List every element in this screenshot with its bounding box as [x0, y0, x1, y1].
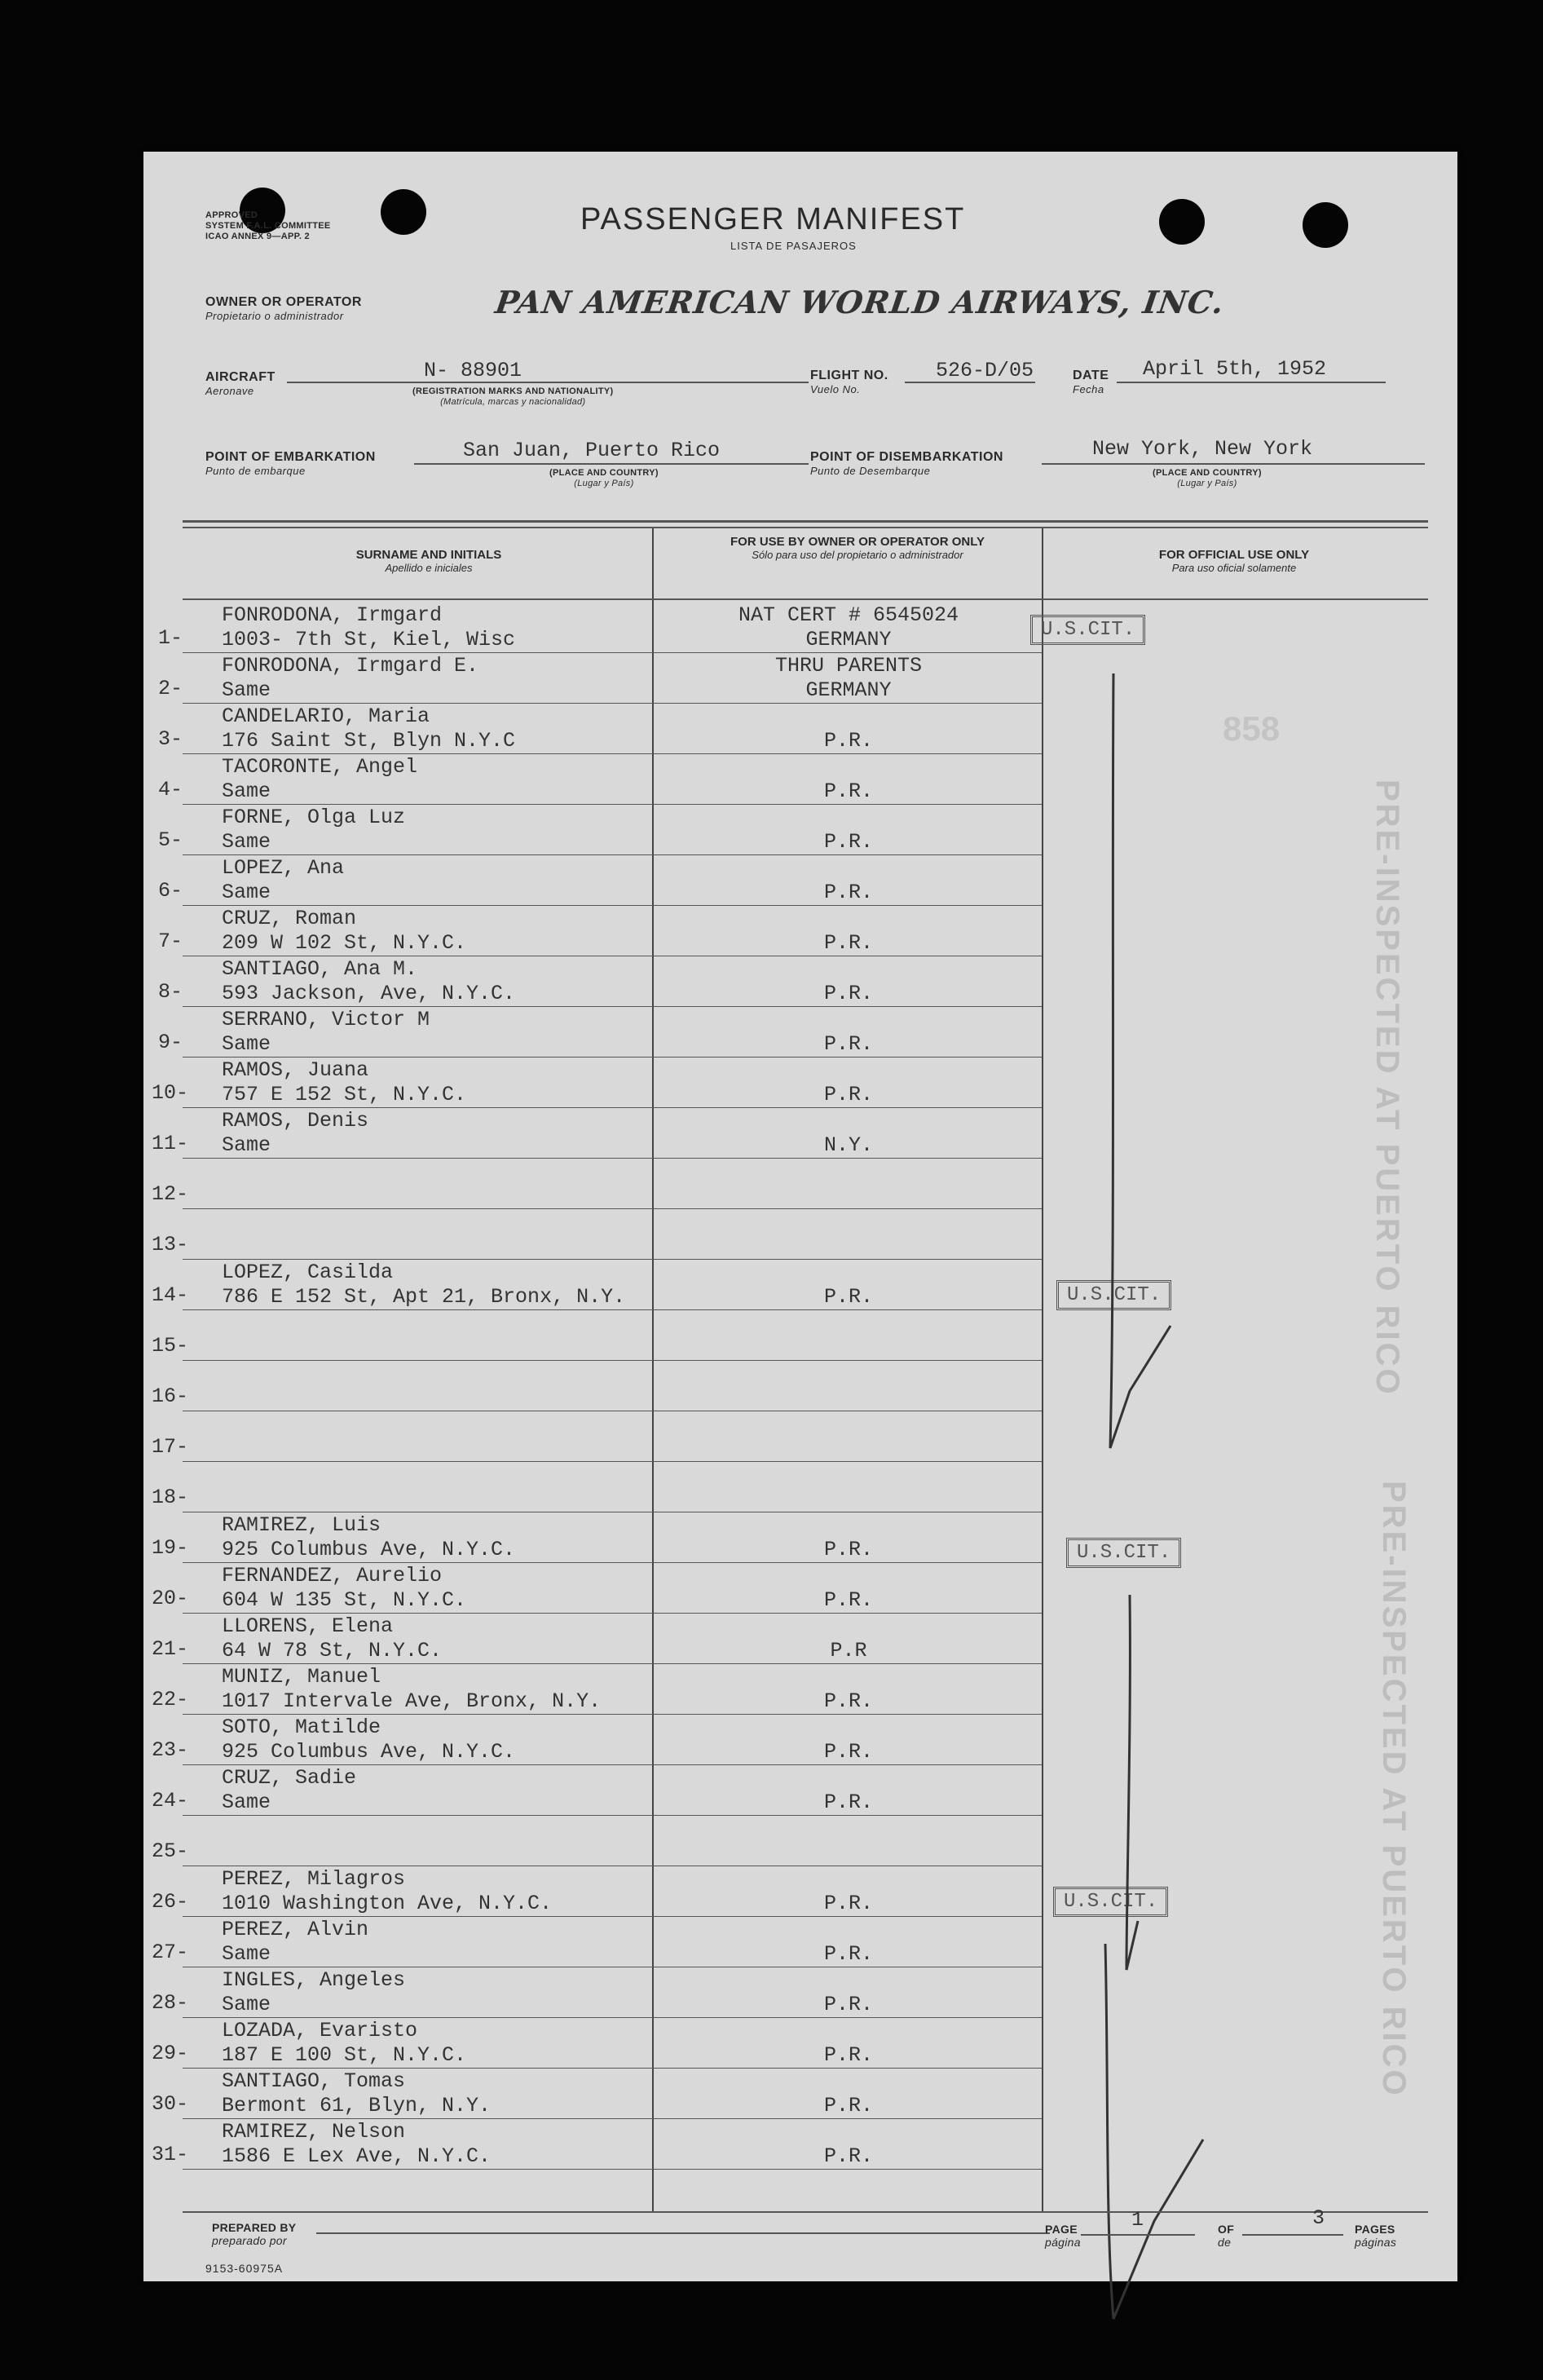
column-header-operator-text: FOR USE BY OWNER OR OPERATOR ONLY: [730, 535, 985, 549]
citizenship: GERMANY: [805, 678, 892, 702]
passenger-address: Same: [222, 881, 271, 904]
citizenship: P.R.: [823, 1892, 873, 1915]
passenger-name: RAMIREZ, Luis: [222, 1513, 381, 1537]
passenger-address: 786 E 152 St, Apt 21, Bronx, N.Y.: [222, 1285, 626, 1309]
citizenship: P.R.: [823, 779, 873, 803]
column-divider: [652, 528, 654, 2211]
prepared-by-underline: [316, 2232, 1050, 2234]
row-number: 21-: [152, 1637, 189, 1661]
punch-hole: [1303, 202, 1348, 248]
column-header-surname-text: SURNAME AND INITIALS: [355, 548, 502, 562]
passenger-address: 593 Jackson, Ave, N.Y.C.: [222, 982, 516, 1005]
citizenship: P.R.: [823, 1993, 873, 2016]
citizenship: P.R.: [823, 1538, 873, 1561]
row-number: 25-: [152, 1839, 189, 1863]
embark-value: San Juan, Puerto Rico: [463, 439, 721, 462]
aircraft-label: [205, 370, 276, 397]
date-label-es: Fecha: [1073, 383, 1104, 395]
us-citizen-stamp: U.S.CIT.: [1056, 1280, 1171, 1310]
disembark-note-text: (PLACE AND COUNTRY): [1153, 468, 1262, 478]
pages-label: [1355, 2223, 1396, 2249]
passenger-address: 1586 E Lex Ave, N.Y.C.: [222, 2144, 492, 2168]
row-number: 30-: [152, 2092, 189, 2116]
citizenship: GERMANY: [805, 628, 892, 651]
manifest-sheet: [143, 152, 1457, 2281]
passenger-address: Same: [222, 1133, 271, 1157]
date-label: [1073, 369, 1109, 395]
aircraft-label-text: AIRCRAFT: [205, 370, 276, 384]
operator-note: THRU PARENTS: [774, 654, 923, 678]
total-pages: 3: [1312, 2206, 1325, 2230]
row-rule: [183, 652, 1042, 653]
page-label-text: PAGE: [1045, 2223, 1078, 2236]
row-rule: [183, 804, 1042, 805]
embark-note-es: (Lugar y País): [574, 479, 634, 488]
passenger-name: CRUZ, Roman: [222, 907, 357, 930]
pre-inspected-stamp: PRE-INSPECTED AT PUERTO RICO: [1369, 779, 1405, 1397]
passenger-name: FONRODONA, Irmgard: [222, 603, 443, 627]
disembark-label-es: Punto de Desembarque: [810, 465, 931, 477]
passenger-address: Same: [222, 1993, 271, 2016]
row-rule: [183, 905, 1042, 906]
date-value: April 5th, 1952: [1143, 357, 1327, 381]
row-rule: [183, 1613, 1042, 1614]
passenger-address: 604 W 135 St, N.Y.C.: [222, 1588, 467, 1612]
row-rule: [183, 1309, 1042, 1310]
passenger-address: Same: [222, 830, 271, 854]
passenger-address: 209 W 102 St, N.Y.C.: [222, 931, 467, 955]
pre-inspected-stamp: PRE-INSPECTED AT PUERTO RICO: [1376, 1481, 1412, 2098]
passenger-name: CANDELARIO, Maria: [222, 704, 430, 728]
column-divider: [1042, 528, 1043, 2211]
row-rule: [183, 1360, 1042, 1361]
aircraft-value: N- 88901: [424, 359, 522, 382]
passenger-address: 925 Columbus Ave, N.Y.C.: [222, 1740, 516, 1764]
footer-rule: [183, 2211, 1428, 2213]
disembark-underline: [1042, 463, 1425, 465]
passenger-name: RAMOS, Denis: [222, 1109, 369, 1133]
row-rule: [183, 1107, 1042, 1108]
passenger-address: 1017 Intervale Ave, Bronx, N.Y.: [222, 1689, 602, 1713]
passenger-address: Same: [222, 678, 271, 702]
prepared-by-label: [212, 2221, 296, 2247]
punch-hole: [1159, 199, 1205, 245]
of-label-es: de: [1218, 2236, 1232, 2249]
row-rule: [183, 2169, 1042, 2170]
flight-label-es: Vuelo No.: [810, 383, 861, 395]
citizenship: P.R.: [823, 1740, 873, 1764]
embark-label-es: Punto de embarque: [205, 465, 306, 477]
passenger-name: FORNE, Olga Luz: [222, 806, 406, 829]
us-citizen-stamp: U.S.CIT.: [1030, 615, 1145, 645]
disembark-value: New York, New York: [1092, 437, 1313, 461]
owner-label-text: OWNER OR OPERATOR: [205, 295, 362, 309]
citizenship: P.R.: [823, 830, 873, 854]
citizenship: P.R.: [823, 1942, 873, 1966]
passenger-name: LOPEZ, Casilda: [222, 1261, 394, 1284]
citizenship: P.R: [830, 1639, 867, 1662]
faint-number: 858: [1223, 709, 1281, 748]
passenger-name: FONRODONA, Irmgard E.: [222, 654, 479, 678]
check-mark-icon: [1097, 1595, 1211, 1994]
us-citizen-stamp: U.S.CIT.: [1066, 1538, 1181, 1568]
aircraft-underline: [287, 382, 809, 383]
citizenship: N.Y.: [823, 1133, 873, 1157]
embark-label-text: POINT OF EMBARKATION: [205, 450, 376, 464]
row-rule: [183, 1461, 1042, 1462]
row-number: 4-: [158, 778, 183, 801]
passenger-name: LOPEZ, Ana: [222, 856, 345, 880]
approval-line: SYSTEM F.A.L. COMMITTEE: [205, 221, 331, 231]
passenger-name: SOTO, Matilde: [222, 1715, 381, 1739]
disembark-label: [810, 450, 1003, 477]
page-number: 1: [1131, 2208, 1144, 2232]
row-number: 28-: [152, 1991, 189, 2015]
of-underline: [1242, 2234, 1343, 2236]
row-rule: [183, 1815, 1042, 1816]
embark-underline: [414, 463, 809, 465]
page-label-es: página: [1045, 2236, 1081, 2249]
passenger-name: SANTIAGO, Ana M.: [222, 957, 418, 981]
row-number: 8-: [158, 980, 183, 1004]
column-header-official: [1040, 548, 1428, 574]
row-rule: [183, 854, 1042, 855]
row-rule: [183, 1764, 1042, 1765]
citizenship: P.R.: [823, 2144, 873, 2168]
row-number: 29-: [152, 2042, 189, 2065]
citizenship: P.R.: [823, 1791, 873, 1814]
row-rule: [183, 2017, 1042, 2018]
row-number: 6-: [158, 879, 183, 903]
citizenship: P.R.: [823, 1588, 873, 1612]
page-subtitle: LISTA DE PASAJEROS: [730, 240, 857, 252]
passenger-name: RAMOS, Juana: [222, 1058, 369, 1082]
row-rule: [183, 1057, 1042, 1058]
page-title: PASSENGER MANIFEST: [580, 202, 966, 236]
page-underline: [1081, 2234, 1195, 2236]
row-rule: [183, 1259, 1042, 1260]
approval-line: APPROVED: [205, 210, 258, 220]
row-rule: [183, 2068, 1042, 2069]
passenger-name: FERNANDEZ, Aurelio: [222, 1564, 443, 1587]
row-number: 14-: [152, 1283, 189, 1307]
row-number: 23-: [152, 1738, 189, 1762]
row-rule: [183, 1714, 1042, 1715]
citizenship: P.R.: [823, 1285, 873, 1309]
passenger-address: Same: [222, 779, 271, 803]
punch-hole: [381, 189, 426, 235]
citizenship: P.R.: [823, 2043, 873, 2067]
date-underline: [1117, 382, 1386, 383]
passenger-address: 187 E 100 St, N.Y.C.: [222, 2043, 467, 2067]
column-header-operator-es: Sólo para uso del propietario o administrador: [752, 549, 963, 561]
citizenship: P.R.: [823, 931, 873, 955]
row-number: 19-: [152, 1536, 189, 1560]
row-rule: [183, 1208, 1042, 1209]
flight-label-text: FLIGHT NO.: [810, 369, 888, 382]
flight-label: [810, 369, 888, 395]
passenger-name: MUNIZ, Manuel: [222, 1665, 381, 1689]
row-number: 24-: [152, 1789, 189, 1813]
form-code: 9153-60975A: [205, 2262, 284, 2275]
passenger-name: TACORONTE, Angel: [222, 755, 418, 779]
embark-label: [205, 450, 376, 477]
passenger-address: Same: [222, 1032, 271, 1056]
passenger-address: Same: [222, 1942, 271, 1966]
row-number: 9-: [158, 1031, 183, 1054]
row-number: 16-: [152, 1384, 189, 1408]
flight-value: 526-D/05: [936, 359, 1034, 382]
citizenship: P.R.: [823, 2094, 873, 2117]
owner-value: PAN AMERICAN WORLD AIRWAYS, INC.: [492, 284, 1228, 320]
passenger-address: 64 W 78 St, N.Y.C.: [222, 1639, 443, 1662]
row-rule: [183, 2118, 1042, 2119]
pages-label-es: páginas: [1355, 2236, 1397, 2249]
passenger-address: Same: [222, 1791, 271, 1814]
row-number: 3-: [158, 727, 183, 751]
row-rule: [183, 753, 1042, 754]
row-number: 1-: [158, 626, 183, 650]
passenger-name: PEREZ, Milagros: [222, 1867, 406, 1891]
passenger-name: PEREZ, Alvin: [222, 1918, 369, 1941]
column-header-surname-es: Apellido e iniciales: [385, 562, 473, 574]
aircraft-note: [412, 386, 613, 408]
column-header-surname: [183, 548, 675, 574]
row-number: 20-: [152, 1587, 189, 1610]
of-label: [1218, 2223, 1234, 2249]
passenger-address: 925 Columbus Ave, N.Y.C.: [222, 1538, 516, 1561]
disembark-note: [1153, 468, 1262, 489]
passenger-name: CRUZ, Sadie: [222, 1766, 357, 1790]
row-rule: [183, 1006, 1042, 1007]
column-header-official-text: FOR OFFICIAL USE ONLY: [1158, 548, 1310, 562]
row-number: 26-: [152, 1890, 189, 1914]
citizenship: P.R.: [823, 1032, 873, 1056]
citizenship: P.R.: [823, 982, 873, 1005]
row-number: 7-: [158, 929, 183, 953]
approval-line: ICAO ANNEX 9—APP. 2: [205, 232, 310, 241]
owner-label: [205, 295, 362, 322]
row-number: 12-: [152, 1182, 189, 1206]
header-rule: [183, 520, 1428, 523]
aircraft-label-es: Aeronave: [205, 385, 254, 397]
row-rule: [183, 1663, 1042, 1664]
citizenship: P.R.: [823, 1689, 873, 1713]
row-number: 31-: [152, 2143, 189, 2166]
row-number: 5-: [158, 828, 183, 852]
citizenship: P.R.: [823, 729, 873, 753]
column-header-operator: [662, 535, 1053, 561]
row-number: 27-: [152, 1941, 189, 1964]
operator-note: NAT CERT # 6545024: [738, 603, 959, 627]
disembark-label-text: POINT OF DISEMBARKATION: [810, 450, 1003, 464]
aircraft-note-text: (REGISTRATION MARKS AND NATIONALITY): [412, 386, 614, 396]
pages-label-text: PAGES: [1355, 2223, 1395, 2236]
column-header-official-es: Para uso oficial solamente: [1171, 562, 1297, 574]
aircraft-note-es: (Matrícula, marcas y nacionalidad): [440, 397, 586, 407]
row-rule: [183, 1562, 1042, 1563]
check-mark-icon: [1081, 1944, 1228, 2335]
check-mark-icon: [1089, 673, 1203, 1473]
passenger-name: SERRANO, Victor M: [222, 1008, 430, 1031]
prepared-by-es: preparado por: [212, 2234, 287, 2247]
row-rule: [183, 703, 1042, 704]
citizenship: P.R.: [823, 1083, 873, 1106]
of-label-text: OF: [1218, 2223, 1235, 2236]
approval-block: [205, 210, 331, 242]
column-header-rule: [183, 598, 1428, 600]
passenger-name: INGLES, Angeles: [222, 1968, 406, 1992]
embark-note: [549, 468, 659, 489]
row-number: 11-: [152, 1132, 189, 1155]
row-number: 15-: [152, 1334, 189, 1358]
page-label: [1045, 2223, 1081, 2249]
row-rule: [183, 1916, 1042, 1917]
row-number: 2-: [158, 677, 183, 700]
header-rule: [183, 527, 1428, 528]
row-number: 22-: [152, 1688, 189, 1711]
row-number: 17-: [152, 1435, 189, 1459]
passenger-address: 1010 Washington Ave, N.Y.C.: [222, 1892, 553, 1915]
passenger-name: RAMIREZ, Nelson: [222, 2120, 406, 2144]
passenger-name: LOZADA, Evaristo: [222, 2019, 418, 2042]
passenger-address: Bermont 61, Blyn, N.Y.: [222, 2094, 492, 2117]
passenger-name: LLORENS, Elena: [222, 1614, 394, 1638]
passenger-address: 757 E 152 St, N.Y.C.: [222, 1083, 467, 1106]
passenger-address: 1003- 7th St, Kiel, Wisc: [222, 628, 516, 651]
row-number: 18-: [152, 1486, 189, 1509]
us-citizen-stamp: U.S.CIT.: [1053, 1887, 1168, 1917]
date-label-text: DATE: [1073, 369, 1109, 382]
passenger-name: SANTIAGO, Tomas: [222, 2069, 406, 2093]
passenger-address: 176 Saint St, Blyn N.Y.C: [222, 729, 516, 753]
embark-note-text: (PLACE AND COUNTRY): [549, 468, 659, 478]
citizenship: P.R.: [823, 881, 873, 904]
owner-label-es: Propietario o administrador: [205, 310, 344, 322]
row-number: 10-: [152, 1081, 189, 1105]
disembark-note-es: (Lugar y País): [1177, 479, 1237, 488]
prepared-by-text: PREPARED BY: [212, 2221, 297, 2234]
row-number: 13-: [152, 1233, 189, 1256]
row-rule: [183, 1158, 1042, 1159]
